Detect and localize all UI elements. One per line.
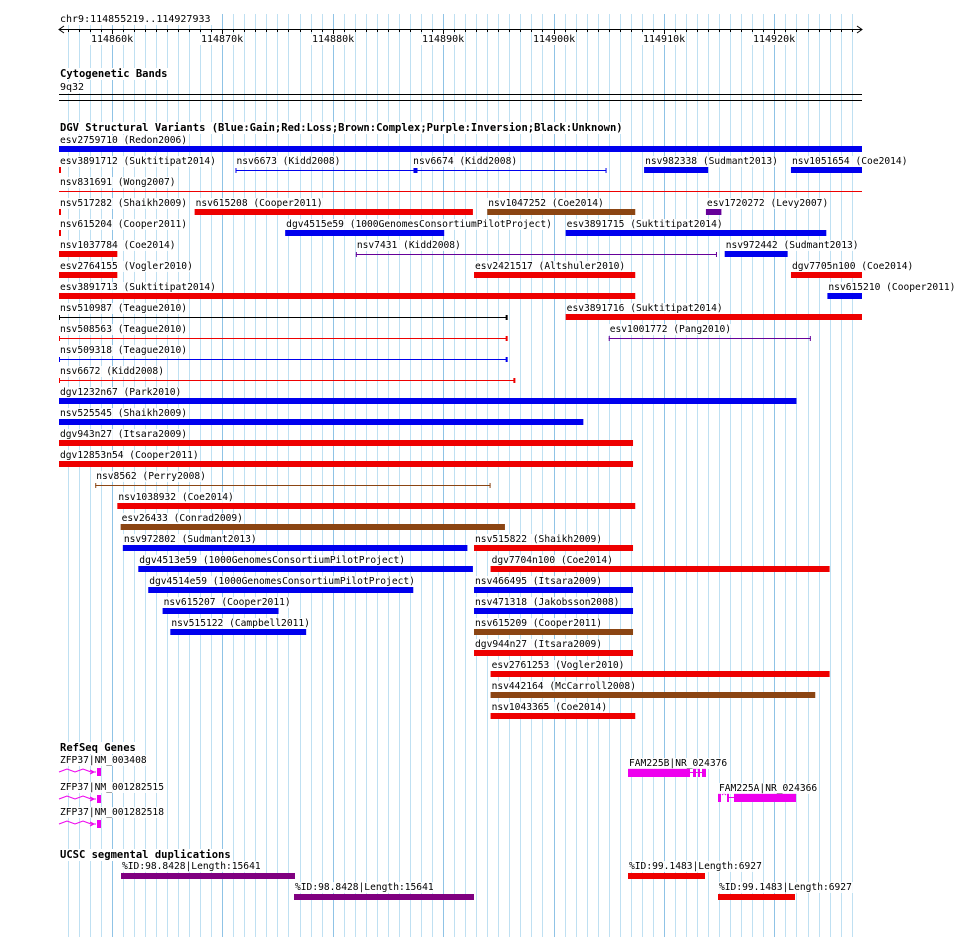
sv-label[interactable]: nsv6673 (Kidd2008) [236, 156, 341, 167]
segdup-bar [718, 894, 795, 900]
sv-label[interactable]: nsv972802 (Sudmant2013) [123, 534, 257, 545]
sv-label[interactable]: nsv510987 (Teague2010) [60, 303, 188, 314]
sv-bar [474, 587, 633, 593]
sv-label[interactable]: nsv982338 (Sudmant2013) [645, 156, 778, 167]
sv-label[interactable]: dgv1232n67 (Park2010) [60, 387, 182, 398]
gene-exon [718, 793, 721, 802]
sv-label[interactable]: esv3891715 (Suktitipat2014) [566, 219, 723, 230]
sv-label[interactable]: dgv944n27 (Itsara2009) [475, 639, 603, 650]
sv-label[interactable]: esv3891716 (Suktitipat2014) [566, 303, 723, 314]
sv-label[interactable]: esv1720272 (Levy2007) [706, 198, 829, 209]
sv-bar [791, 272, 862, 278]
sv-label[interactable]: nsv1037784 (Coe2014) [60, 240, 176, 251]
sv-label[interactable]: nsv517282 (Shaikh2009) [60, 198, 188, 209]
segdup-bar [628, 873, 705, 879]
sv-bar [195, 209, 473, 215]
ruler-tick-label: 114860k [91, 34, 134, 45]
sv-bar [138, 566, 473, 572]
sv-label[interactable]: nsv1051654 (Coe2014) [791, 156, 908, 167]
sv-label[interactable]: nsv515822 (Shaikh2009) [475, 534, 603, 545]
dgv-track-title[interactable]: DGV Structural Variants (Blue:Gain;Red:Loss;Brown:Complex;Purple:Inversion;Black:Unknown) [60, 122, 623, 134]
sv-bar [59, 230, 61, 236]
gene-label[interactable]: FAM225A|NR_024366 [719, 783, 818, 794]
sv-label[interactable]: nsv615210 (Cooper2011) [828, 282, 956, 293]
sv-bar [474, 608, 633, 614]
sv-bar [474, 545, 633, 551]
sv-bar [163, 608, 279, 614]
sv-label[interactable]: nsv972442 (Sudmant2013) [725, 240, 859, 251]
sv-label[interactable]: dgv4515e59 (1000GenomesConsortiumPilotProject) [286, 219, 552, 230]
sv-bar [491, 671, 830, 677]
sv-label[interactable]: nsv615208 (Cooper2011) [195, 198, 323, 209]
ruler-tick-label: 114900k [533, 34, 576, 45]
sv-bar [117, 503, 635, 509]
sv-label[interactable]: nsv831691 (Wong2007) [60, 177, 176, 188]
refseq-track-title[interactable]: RefSeq Genes [60, 742, 136, 754]
sv-label[interactable]: esv2761253 (Vogler2010) [491, 660, 625, 671]
segdup-track-title[interactable]: UCSC segmental duplications [60, 849, 231, 861]
sv-label[interactable]: dgv7705n100 (Coe2014) [791, 261, 914, 272]
cytoband-label: 9q32 [60, 82, 85, 93]
cytoband-track-title[interactable]: Cytogenetic Bands [60, 68, 168, 80]
gene-label[interactable]: FAM225B|NR_024376 [629, 758, 728, 769]
sv-bar [566, 314, 862, 320]
sv-bar [59, 167, 61, 173]
sv-bar [487, 209, 635, 215]
sv-bar [59, 398, 796, 404]
sv-label[interactable]: nsv515122 (Campbell2011) [171, 618, 310, 629]
sv-bar [474, 629, 633, 635]
segdup-bar [121, 873, 295, 879]
segdup-label[interactable]: %ID:98.8428|Length:15641 [122, 861, 261, 872]
sv-bar [59, 146, 862, 152]
sv-label[interactable]: esv2764155 (Vogler2010) [60, 261, 193, 272]
gene-exon [702, 768, 706, 777]
sv-label[interactable]: esv26433 (Conrad2009) [121, 513, 243, 524]
gene-exon [734, 793, 796, 802]
gene-exon [727, 793, 729, 802]
sv-label[interactable]: nsv615207 (Cooper2011) [163, 597, 291, 608]
sv-bar [827, 293, 862, 299]
sv-label[interactable]: esv2759710 (Redon2006) [60, 135, 188, 146]
region-label: chr9:114855219..114927933 [60, 14, 211, 25]
sv-bar [170, 629, 306, 635]
gene-exon [628, 768, 690, 777]
sv-label[interactable]: nsv1043365 (Coe2014) [491, 702, 608, 713]
sv-bar [725, 251, 788, 257]
sv-bar [566, 230, 827, 236]
sv-bar [59, 293, 635, 299]
sv-label[interactable]: dgv4513e59 (1000GenomesConsortiumPilotProject) [139, 555, 405, 566]
sv-bar [285, 230, 444, 236]
sv-label[interactable]: nsv6672 (Kidd2008) [60, 366, 164, 377]
gene-exon [698, 768, 700, 777]
sv-bar [491, 713, 636, 719]
sv-label[interactable]: nsv471318 (Jakobsson2008) [475, 597, 620, 608]
sv-label[interactable]: nsv525545 (Shaikh2009) [60, 408, 188, 419]
segdup-bar [294, 894, 474, 900]
sv-label[interactable]: nsv466495 (Itsara2009) [475, 576, 603, 587]
gene-label[interactable]: ZFP37|NM_003408 [60, 755, 147, 766]
ruler-tick-label: 114890k [422, 34, 465, 45]
sv-label[interactable]: esv2421517 (Altshuler2010) [475, 261, 626, 272]
sv-label[interactable]: esv3891713 (Suktitipat2014) [60, 282, 216, 293]
sv-bar [474, 272, 635, 278]
segdup-label[interactable]: %ID:99.1483|Length:6927 [719, 882, 852, 893]
sv-bar [123, 545, 468, 551]
sv-bar [121, 524, 505, 530]
sv-label[interactable]: nsv8562 (Perry2008) [96, 471, 206, 482]
gene-exon [97, 795, 101, 803]
gene-exon [97, 768, 101, 776]
sv-bar [59, 440, 633, 446]
sv-label[interactable]: nsv1047252 (Coe2014) [488, 198, 604, 209]
sv-label[interactable]: dgv4514e59 (1000GenomesConsortiumPilotProject) [149, 576, 415, 587]
sv-bar [474, 650, 633, 656]
sv-label[interactable]: esv3891712 (Suktitipat2014) [60, 156, 216, 167]
sv-bar [491, 566, 830, 572]
sv-label[interactable]: nsv615204 (Cooper2011) [60, 219, 188, 230]
sv-label[interactable]: dgv943n27 (Itsara2009) [60, 429, 188, 440]
segdup-label[interactable]: %ID:99.1483|Length:6927 [629, 861, 762, 872]
sv-bar [491, 692, 816, 698]
sv-label[interactable]: nsv615209 (Cooper2011) [475, 618, 603, 629]
segdup-label[interactable]: %ID:98.8428|Length:15641 [295, 882, 434, 893]
gene-label[interactable]: ZFP37|NM_001282515 [60, 782, 164, 793]
sv-bar [148, 587, 413, 593]
gene-label[interactable]: ZFP37|NM_001282518 [60, 807, 164, 818]
sv-block [413, 168, 417, 173]
sv-label[interactable]: nsv508563 (Teague2010) [60, 324, 188, 335]
sv-label[interactable]: nsv442164 (McCarroll2008) [491, 681, 636, 692]
sv-label[interactable]: dgv12853n54 (Cooper2011) [60, 450, 199, 461]
gene-exon [97, 820, 101, 828]
ruler-tick-label: 114880k [312, 34, 355, 45]
sv-bar [59, 272, 117, 278]
sv-bar [59, 209, 61, 215]
sv-label[interactable]: dgv7704n100 (Coe2014) [491, 555, 613, 566]
ruler-tick-label: 114920k [753, 34, 796, 45]
sv-bar [59, 251, 117, 257]
sv-label[interactable]: nsv6674 (Kidd2008) [413, 156, 518, 167]
sv-bar [644, 167, 708, 173]
ruler-tick-label: 114870k [201, 34, 244, 45]
sv-label[interactable]: nsv509318 (Teague2010) [60, 345, 188, 356]
sv-label[interactable]: nsv7431 (Kidd2008) [356, 240, 461, 251]
sv-bar [59, 419, 583, 425]
sv-bar [59, 461, 633, 467]
sv-bar [791, 167, 862, 173]
sv-bar [706, 209, 721, 215]
sv-label[interactable]: esv1001772 (Pang2010) [609, 324, 732, 335]
ruler-tick-label: 114910k [643, 34, 686, 45]
sv-label[interactable]: nsv1038932 (Coe2014) [118, 492, 234, 503]
